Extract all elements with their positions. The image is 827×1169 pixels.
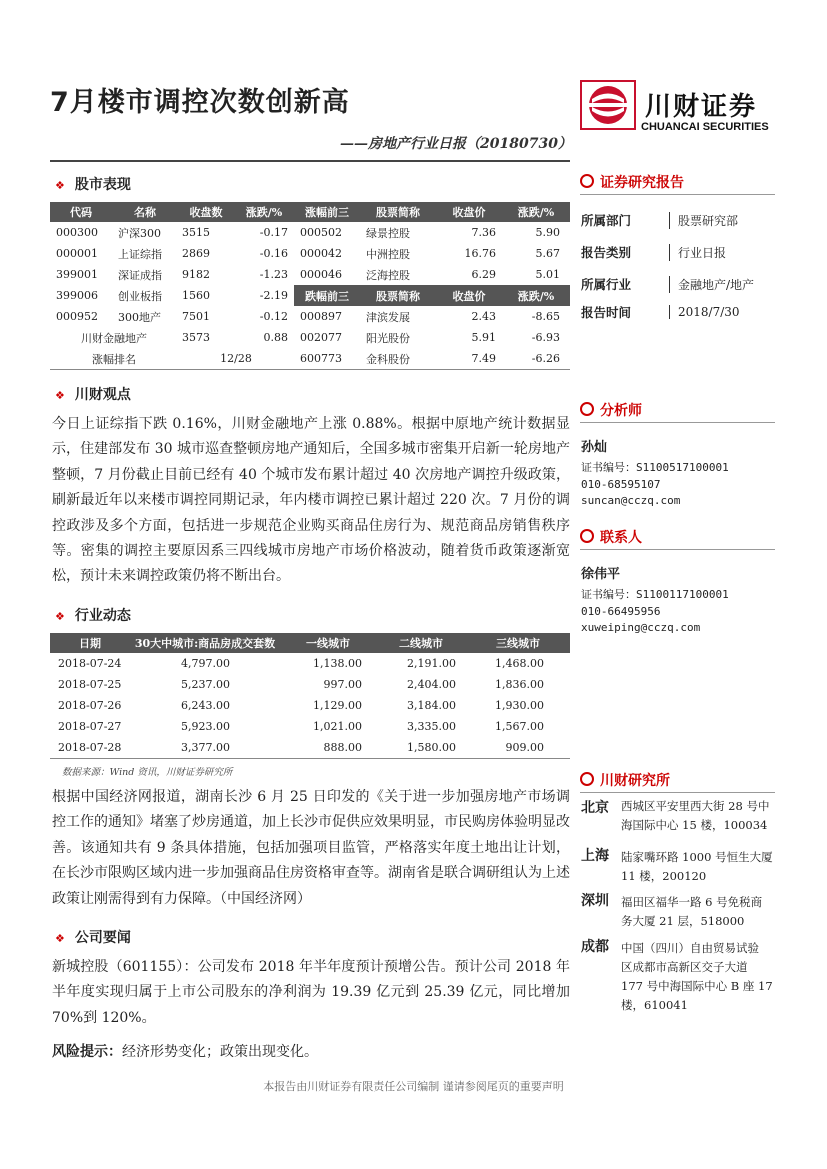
table-row: 2018-07-25 5,237.00 997.00 2,404.00 1,836.00 [58,678,544,691]
sidebar-divider [580,792,775,793]
office-shenzhen: 深圳 福田区福华一路 6 号免税商 务大厦 21 层，518000 [581,893,763,928]
report-meta [581,204,781,324]
target-icon [580,402,594,416]
chuancai-logo-icon [580,80,636,130]
target-icon [580,174,594,188]
office-shanghai: 上海 陆家嘴环路 1000 号恒生大厦 11 楼，200120 [581,848,773,883]
logo-text-cn: 川财证券 [645,92,758,122]
view-paragraph: 今日上证综指下跌 0.16%，川财金融地产上涨 0.88%。根据中原地产统计数据显示，住建部发布 30 城市巡查整顿房地产通知后，全国多城市密集开启新一轮房地产整顿，7 月份截止目前已经有 40 个城市发布累计超过 40 次房地产调控升级政策，刷新最近年以来楼市调控同期记录，年内楼市调控已累计超过 220 次。7 月份的调控政涉及多个方面，包括进一步规范企业购买商品住房行为、规范商品房销售秩序等。密集的调控主要原因系三四线城市房地产市场价格波动，随着货币政策逐渐宽松，预计未来调控政策仍将不断出台。 [52,416,570,585]
analyst-card [581,436,781,507]
table-row: 2018-07-24 4,797.00 1,138.00 2,191.00 1,468.00 [58,657,544,670]
risk-warning: 风险提示：经济形势变化；政策出现变化。 [52,1044,318,1060]
analyst-phone: 010-68595107 [581,478,661,491]
sidebar-report-title: 证券研究报告 [580,172,684,192]
office-chengdu: 成都 中国（四川）自由贸易试验 区成都市高新区交子大道 177 号中海国际中心 B 座 17 楼，610041 [581,939,773,1012]
analyst-cert: 证书编号：S1100517100001 [581,461,729,474]
sidebar-contact-title: 联系人 [580,527,642,547]
section-industry-title: ❖ 行业动态 [55,608,131,624]
page-subtitle: ——房地产行业日报（20180730） [340,136,572,152]
table-row: 399001 深证成指 9182 -1.23 000046 泛海控股 6.29 5.01 [56,268,560,282]
table-row: 000952 300地产 7501 -0.12 000897 津滨发展 2.43 -8.65 [56,310,560,324]
logo-text-en: CHUANCAI SECURITIES [641,121,769,133]
section-company-title: ❖ 公司要闻 [55,930,131,946]
sidebar-institute-title: 川财研究所 [580,770,670,790]
table-row: 399006 创业板指 1560 -2.19 跌幅前三 股票简称 收盘价 涨跌/% [50,285,570,306]
contact-cert: 证书编号：S1100117100001 [581,588,729,601]
section-view-title: ❖ 川财观点 [55,387,131,403]
market-table [50,202,570,370]
data-source-note: 数据来源：Wind 资讯，川财证券研究所 [62,767,233,778]
meta-row: 报告时间 2018/7/30 [581,305,740,320]
table-row: 000300 沪深300 3515 -0.17 000502 绿景控股 7.36 5.90 [56,226,560,240]
table-row: 2018-07-26 6,243.00 1,129.00 3,184.00 1,930.00 [58,699,544,712]
sidebar-divider [580,549,775,550]
table-row: 涨幅排名 12/28 600773 金科股份 7.49 -6.26 [50,348,570,370]
page-footer: 本报告由川财证券有限责任公司编制 谨请参阅尾页的重要声明 [263,1080,564,1093]
contact-card [581,563,781,634]
diamond-bullet-icon: ❖ [55,610,65,623]
sidebar-divider [580,194,775,195]
meta-row: 所属行业 金融地产/地产 [581,277,755,292]
meta-row: 报告类别 行业日报 [581,245,727,260]
diamond-bullet-icon: ❖ [55,932,65,945]
company-paragraph: 新城控股（601155）：公司发布 2018 年半年度预计预增公告。预计公司 2018 年半年度实现归属于上市公司股东的净利润为 19.39 亿元到 25.39 亿元，同比增加 70%到 120%。 [52,959,570,1026]
office-beijing: 北京 西城区平安里西大街 28 号中 海国际中心 15 楼，100034 [581,799,770,832]
meta-row: 所属部门 股票研究部 [581,213,739,228]
contact-phone: 010-66495956 [581,605,661,618]
analyst-name: 孙灿 [581,440,608,455]
sidebar-divider [580,422,775,423]
target-icon [580,772,594,786]
table-row: 2018-07-27 5,923.00 1,021.00 3,335.00 1,567.00 [58,720,544,733]
contact-email[interactable]: xuweiping@cczq.com [581,621,701,634]
page-title: 7月楼市调控次数创新高 [50,87,350,118]
industry-paragraph: 根据中国经济网报道，湖南长沙 6 月 25 日印发的《关于进一步加强房地产市场调控工作的通知》堵塞了炒房通道，加上长沙市促供应效果明显，市民购房体验明显改善。该通知共有 9 条具体措施，包括加强项目监管，严格落实年度土地出让计划，在长沙市限购区域内进一步加强商品住房资格审查等。湖南省是联合调研组认为上述政策让刚需得到有力保障。（中国经济网） [52,789,570,907]
table-row: 000001 上证综指 2869 -0.16 000042 中洲控股 16.76 5.67 [56,247,560,261]
contact-name: 徐伟平 [581,567,621,582]
target-icon [580,529,594,543]
section-market-title: ❖ 股市表现 [55,177,131,193]
diamond-bullet-icon: ❖ [55,389,65,402]
header-divider [50,160,570,162]
table-row: 川财金融地产 3573 0.88 002077 阳光股份 5.91 -6.93 [81,331,560,345]
market-table-header: 代码 名称 收盘数 涨跌/% 涨幅前三 股票简称 收盘价 涨跌/% [50,202,570,222]
industry-table-header: 日期 30大中城市:商品房成交套数 一线城市 二线城市 三线城市 [50,633,570,653]
analyst-email[interactable]: suncan@cczq.com [581,494,681,507]
diamond-bullet-icon: ❖ [55,179,65,192]
industry-table [50,633,570,759]
sidebar-analyst-title: 分析师 [580,400,642,420]
table-row: 2018-07-28 3,377.00 888.00 1,580.00 909.00 [50,737,570,759]
